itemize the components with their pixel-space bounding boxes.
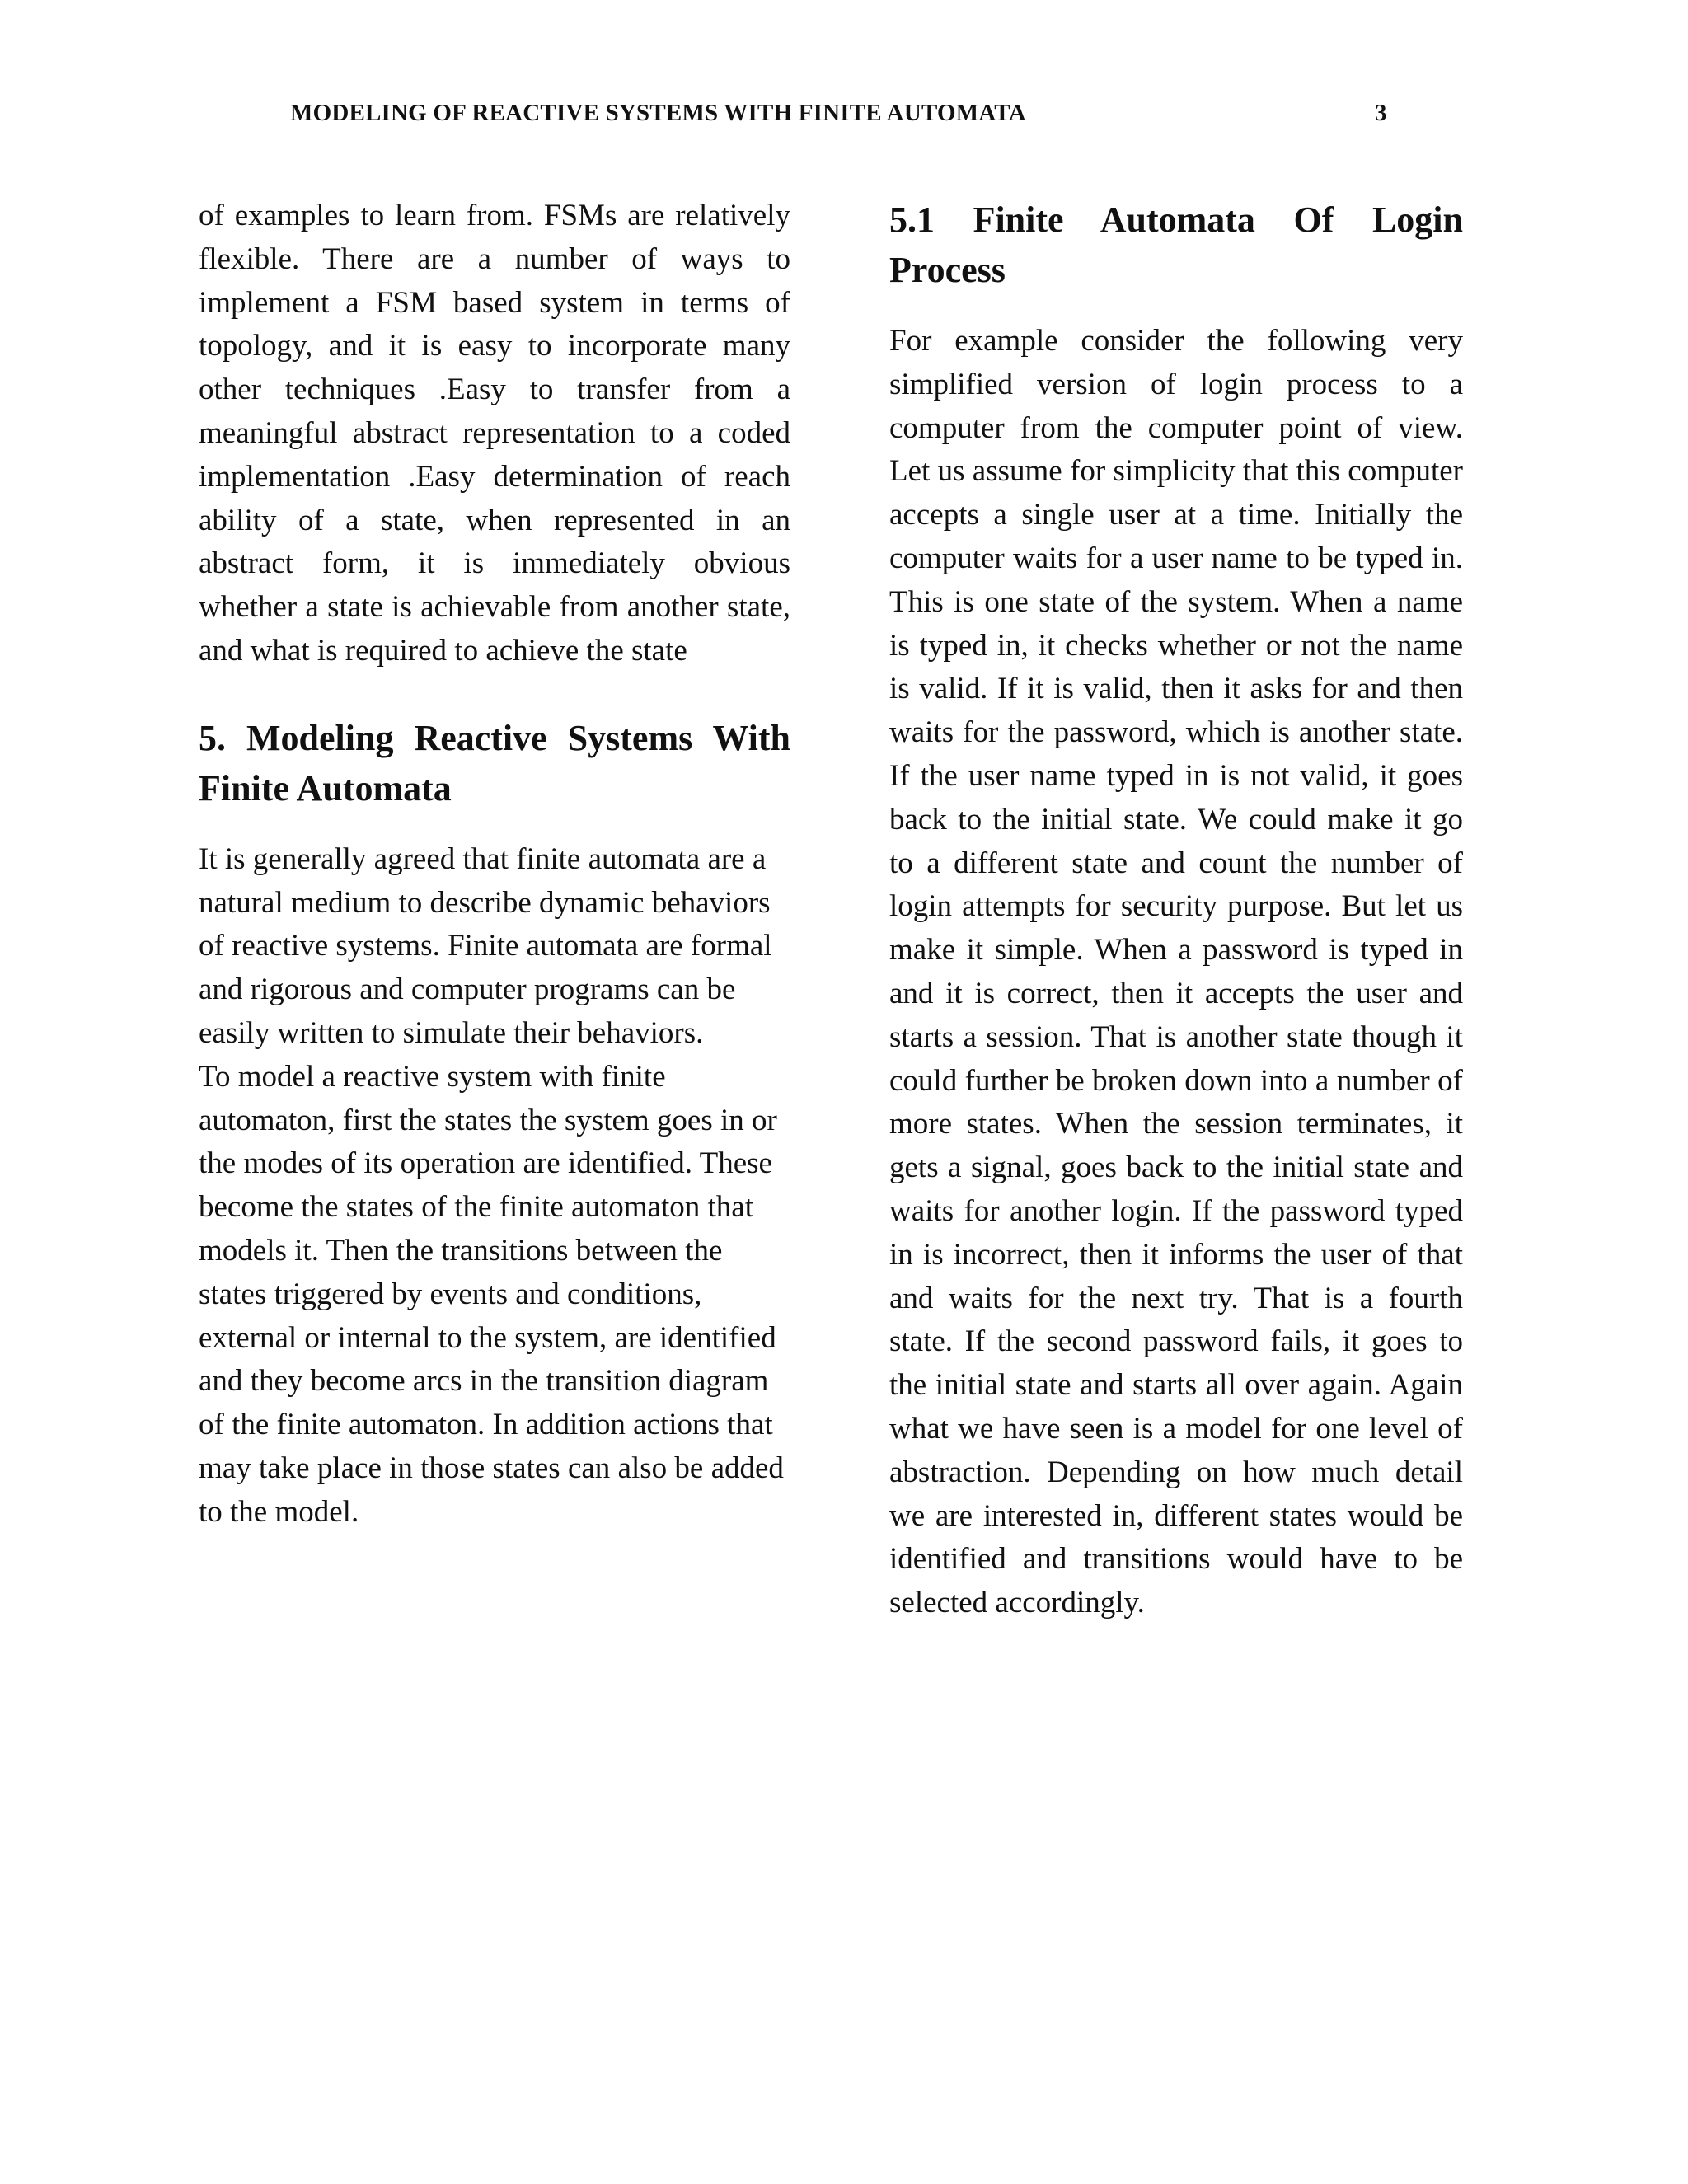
body-paragraph: It is generally agreed that finite automata are a natural medium to describe dynamic behaviors of reactive systems. Finite automata are formal and rigorous and computer programs can be easily written to simulate their behaviors. (199, 841, 772, 1050)
running-head-title: MODELING OF REACTIVE SYSTEMS WITH FINITE AUTOMATA (290, 100, 1026, 126)
body-paragraph: For example consider the following very simplified version of login process to a computer from the computer point of view. Let us assume for simplicity that this computer accepts a single user at a time. Initially the computer waits for a user name to be typed in. This is one state of the system. When a name is typed in, it checks whether or not the name is valid. If it is valid, then it asks for and then waits for the password, which is another state. If the user name typed in is not valid, it goes back to the initial state. We could make it go to a different state and count the number of login attempts for security purpose. But let us make it simple. When a password is typed in and it is correct, then it accepts the user and starts a session. That is another state though it could further be broken down into a number of more states. When the session terminates, it gets a signal, goes back to the initial state and waits for another login. If the password typed in is incorrect, then it informs the user of that and waits for the next try. That is a fourth state. If the second password fails, it goes to the initial state and starts all over again. Again what we have seen is a model for one level of abstraction. Depending on how much detail we are interested in, different states would be identified and transitions would have to be selected accordingly. (889, 324, 1463, 1620)
body-paragraph: To model a reactive system with finite automaton, first the states the system goes in or the modes of its operation are identified. These become the states of the finite automaton that models it. Then the transitions between the states triggered by events and conditions, external or internal to the system, are identified and they become arcs in the transition diagram of the finite automaton. In addition actions that may take place in those states can also be added to the model. (199, 1059, 784, 1529)
intro-paragraph: of examples to learn from. FSMs are relatively flexible. There are a number of ways to implement a FSM based system in terms of topology, and it is easy to incorporate many other techniques .Easy to transfer from a meaningful abstract representation to a coded implementation .Easy determination of reach ability of a state, when represented in an abstract form, it is immediately obvious whether a state is achievable from another state, and what is required to achieve the state (199, 199, 790, 668)
section-heading: 5. Modeling Reactive Systems With Finite Automata (199, 717, 790, 808)
subsection-heading: 5.1 Finite Automata Of Login Process (889, 199, 1463, 290)
left-column (199, 194, 790, 1535)
page-number: 3 (1375, 100, 1387, 126)
right-column (889, 194, 1463, 1625)
